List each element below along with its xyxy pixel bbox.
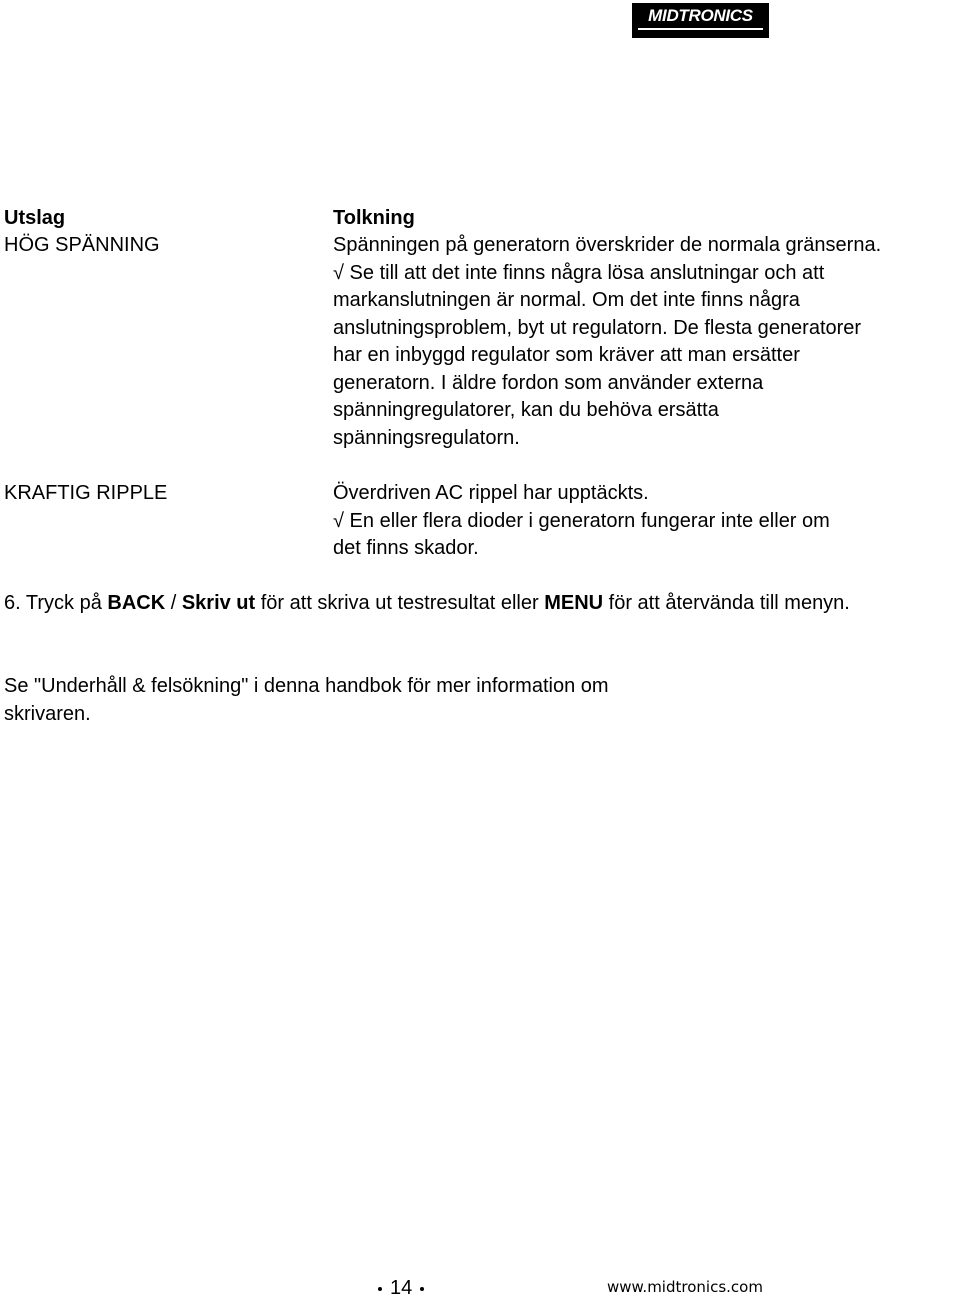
- step-6-middle: för att skriva ut testresultat eller: [255, 592, 545, 614]
- menu-key-label: MENU: [544, 592, 604, 614]
- footer-url: www.midtronics.com: [607, 1278, 763, 1296]
- row-2-line2: [333, 508, 833, 563]
- check-mark-icon: √: [333, 509, 344, 532]
- midtronics-logo: [632, 3, 769, 38]
- printer-note: Se "Underhåll & felsökning" i denna handbok för mer information om skrivaren.: [4, 675, 609, 725]
- row-2-line1: Överdriven AC rippel har upptäckts.: [333, 482, 649, 504]
- step-6-suffix: för att återvända till menyn.: [603, 592, 850, 614]
- column-header-tolkning: Tolkning: [333, 207, 415, 229]
- step-6-instruction: [4, 590, 904, 618]
- column-header-utslag: Utslag: [4, 207, 66, 229]
- step-6-prefix: 6. Tryck på: [4, 592, 108, 614]
- bullet-icon: [420, 1287, 424, 1291]
- row-2-check-text: En eller flera dioder i generatorn fungerar inte eller om det finns skador.: [333, 509, 830, 559]
- row-text-kraftig-ripple: [333, 480, 953, 563]
- page-number: [370, 1276, 432, 1300]
- row-label-hog-spanning: HÖG SPÄNNING: [4, 234, 160, 256]
- check-mark-icon: √: [333, 261, 344, 284]
- print-key-label: Skriv ut: [181, 592, 256, 614]
- logo-underline: [638, 28, 763, 30]
- row-1-check-text: Se till att det inte finns några lösa anslutningar och att markanslutningen är normal. Om det inte finns några anslutningsproblem, byt ut regulatorn. De flesta generatorer har en inbyggd regulator som kräver att man ersätter generatorn. I äldre fordon som använder externa spänningregulatorer, kan du behöva ersätta spänningsregulatorn.: [333, 261, 862, 449]
- row-label-kraftig-ripple: KRAFTIG RIPPLE: [4, 482, 168, 504]
- step-6-separator: /: [165, 592, 182, 614]
- row-text-hog-spanning: [333, 232, 953, 452]
- row-1-line2: [333, 260, 893, 453]
- back-key-label: BACK: [107, 592, 166, 614]
- row-1-line1: Spänningen på generatorn överskrider de normala gränserna.: [333, 234, 882, 256]
- page-number-text: 14: [390, 1277, 413, 1299]
- logo-text: MIDTRONICS: [648, 6, 753, 25]
- bullet-icon: [378, 1287, 382, 1291]
